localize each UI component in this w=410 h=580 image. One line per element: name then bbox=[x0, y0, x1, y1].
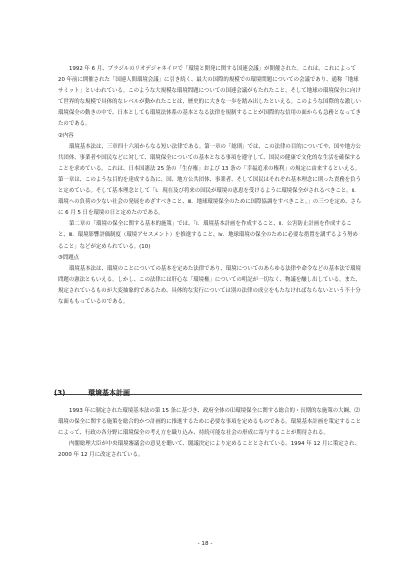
heading-content: ②内容 bbox=[58, 132, 74, 139]
paragraph-plan-2: 内閣総理大臣が中央環境審議会の意見を聴いて、閣議決定により定めることとされている。1994 年 12 月に策定され、2000 年 12 月に改定されている。 bbox=[58, 441, 361, 459]
heading-issues: ③問題点 bbox=[58, 254, 80, 261]
page-number: - 18 - bbox=[197, 541, 213, 547]
section-title: 環境基本計画 bbox=[88, 389, 130, 397]
paragraph-content-1: 環境基本法は、三章四十六項からなる短い法律である。第一章の「総則」では、この法律の目的についてや、国や地方公共団体、事業者や国民などに対して、環境保全についての基本となる事項を遵守して、国民の健康で文化的な生活を確保することを求めている。これは、日本国憲法 25 条の「生存権」および 13 条の「幸福追求の権利」の規定に由来するといえる。第一章は、このような目的を達成する為に、国、地方公共団体、事業者、そして国民はそれぞれ基本理念に則った責務を負うと定めている。そして基本理念として「ⅰ．現在及び将来の国民が環境の恵恵を受けるように環境保全がされるべきこと。ⅱ．環境への負荷の少ない社会の発展をめざすべきこと、ⅲ．地球環境保全のために国際協調をすべきこと。」の三つを定め、さらに 6 月 5 日を環境の日と定めたのである。 bbox=[58, 143, 362, 217]
paragraph-background: 1992 年 6 月、ブラジルのリオデジャネイロで「環境と開発に関する国連会議」が開催された。これは、これによって 20 年前に開催された「国連人間環境会議」に引き続く、最大の国際的規模での環境問題についての会議であり、通称「地球サミット」といわれている。このような大規模な環境問題についての国連会議がもたれたこと、そして地球の環境保全に向けて世界的な規模で具体的なレベルが動かれたことは、歴史的に大きな一歩を踏み出したといえる。このような国際的な激しい環境保全の動きの中で、日本としても環境法体系の基本となる法律を規制することが国際的な信用の面からも急務となってきたのである。 bbox=[58, 66, 361, 128]
main-body bbox=[58, 64, 362, 308]
footnote-ref: (10) bbox=[139, 243, 151, 250]
section-number: (3) bbox=[54, 389, 66, 397]
paragraph-issues: 環境基本法は、環境のことについての基本を定めた法律であり、環境についてのあらゆる法律や命令などの基本法で環境問題の憲法ともいえる。しかし、この法律には肝心な「環境権」についての明記が一切なく、物議を醸し出している。また、規定されているものが大変抽象的であるため、具体的な実行については別の法律の成立をもたなければならないという不十分な面ももっているのである。 bbox=[58, 265, 361, 305]
paragraph-content-2-text: 第二章の「環境の保全に関する基本的施策」では、「ⅰ．環境基本計画を作成すること、ⅱ．公害防止計画を作成すること、ⅲ．環境影響評価制度（環境アセスメント）を推進すること、ⅳ．地球環境の保全のために必要な措置を講ずるよう努めること」などが定められている。 bbox=[58, 221, 358, 250]
paragraph-content-2 bbox=[58, 219, 362, 252]
section-heading bbox=[54, 380, 362, 395]
paragraph-plan-1: 1993 年に制定された環境基本法の第 15 条に基づき、政府全体の⑴環境保全に関する総合的・長期的な施策の大綱、⑵環境の保全に関する施策を総合的かつ計画的に推進するために必要な事項を定めるものである。環境基本計画を策定することによって、行政の各分野に環境保全の考え方を織り込み、持続可能な社会の形成に寄与することが期待される。 bbox=[58, 408, 361, 437]
section-body bbox=[58, 406, 362, 461]
